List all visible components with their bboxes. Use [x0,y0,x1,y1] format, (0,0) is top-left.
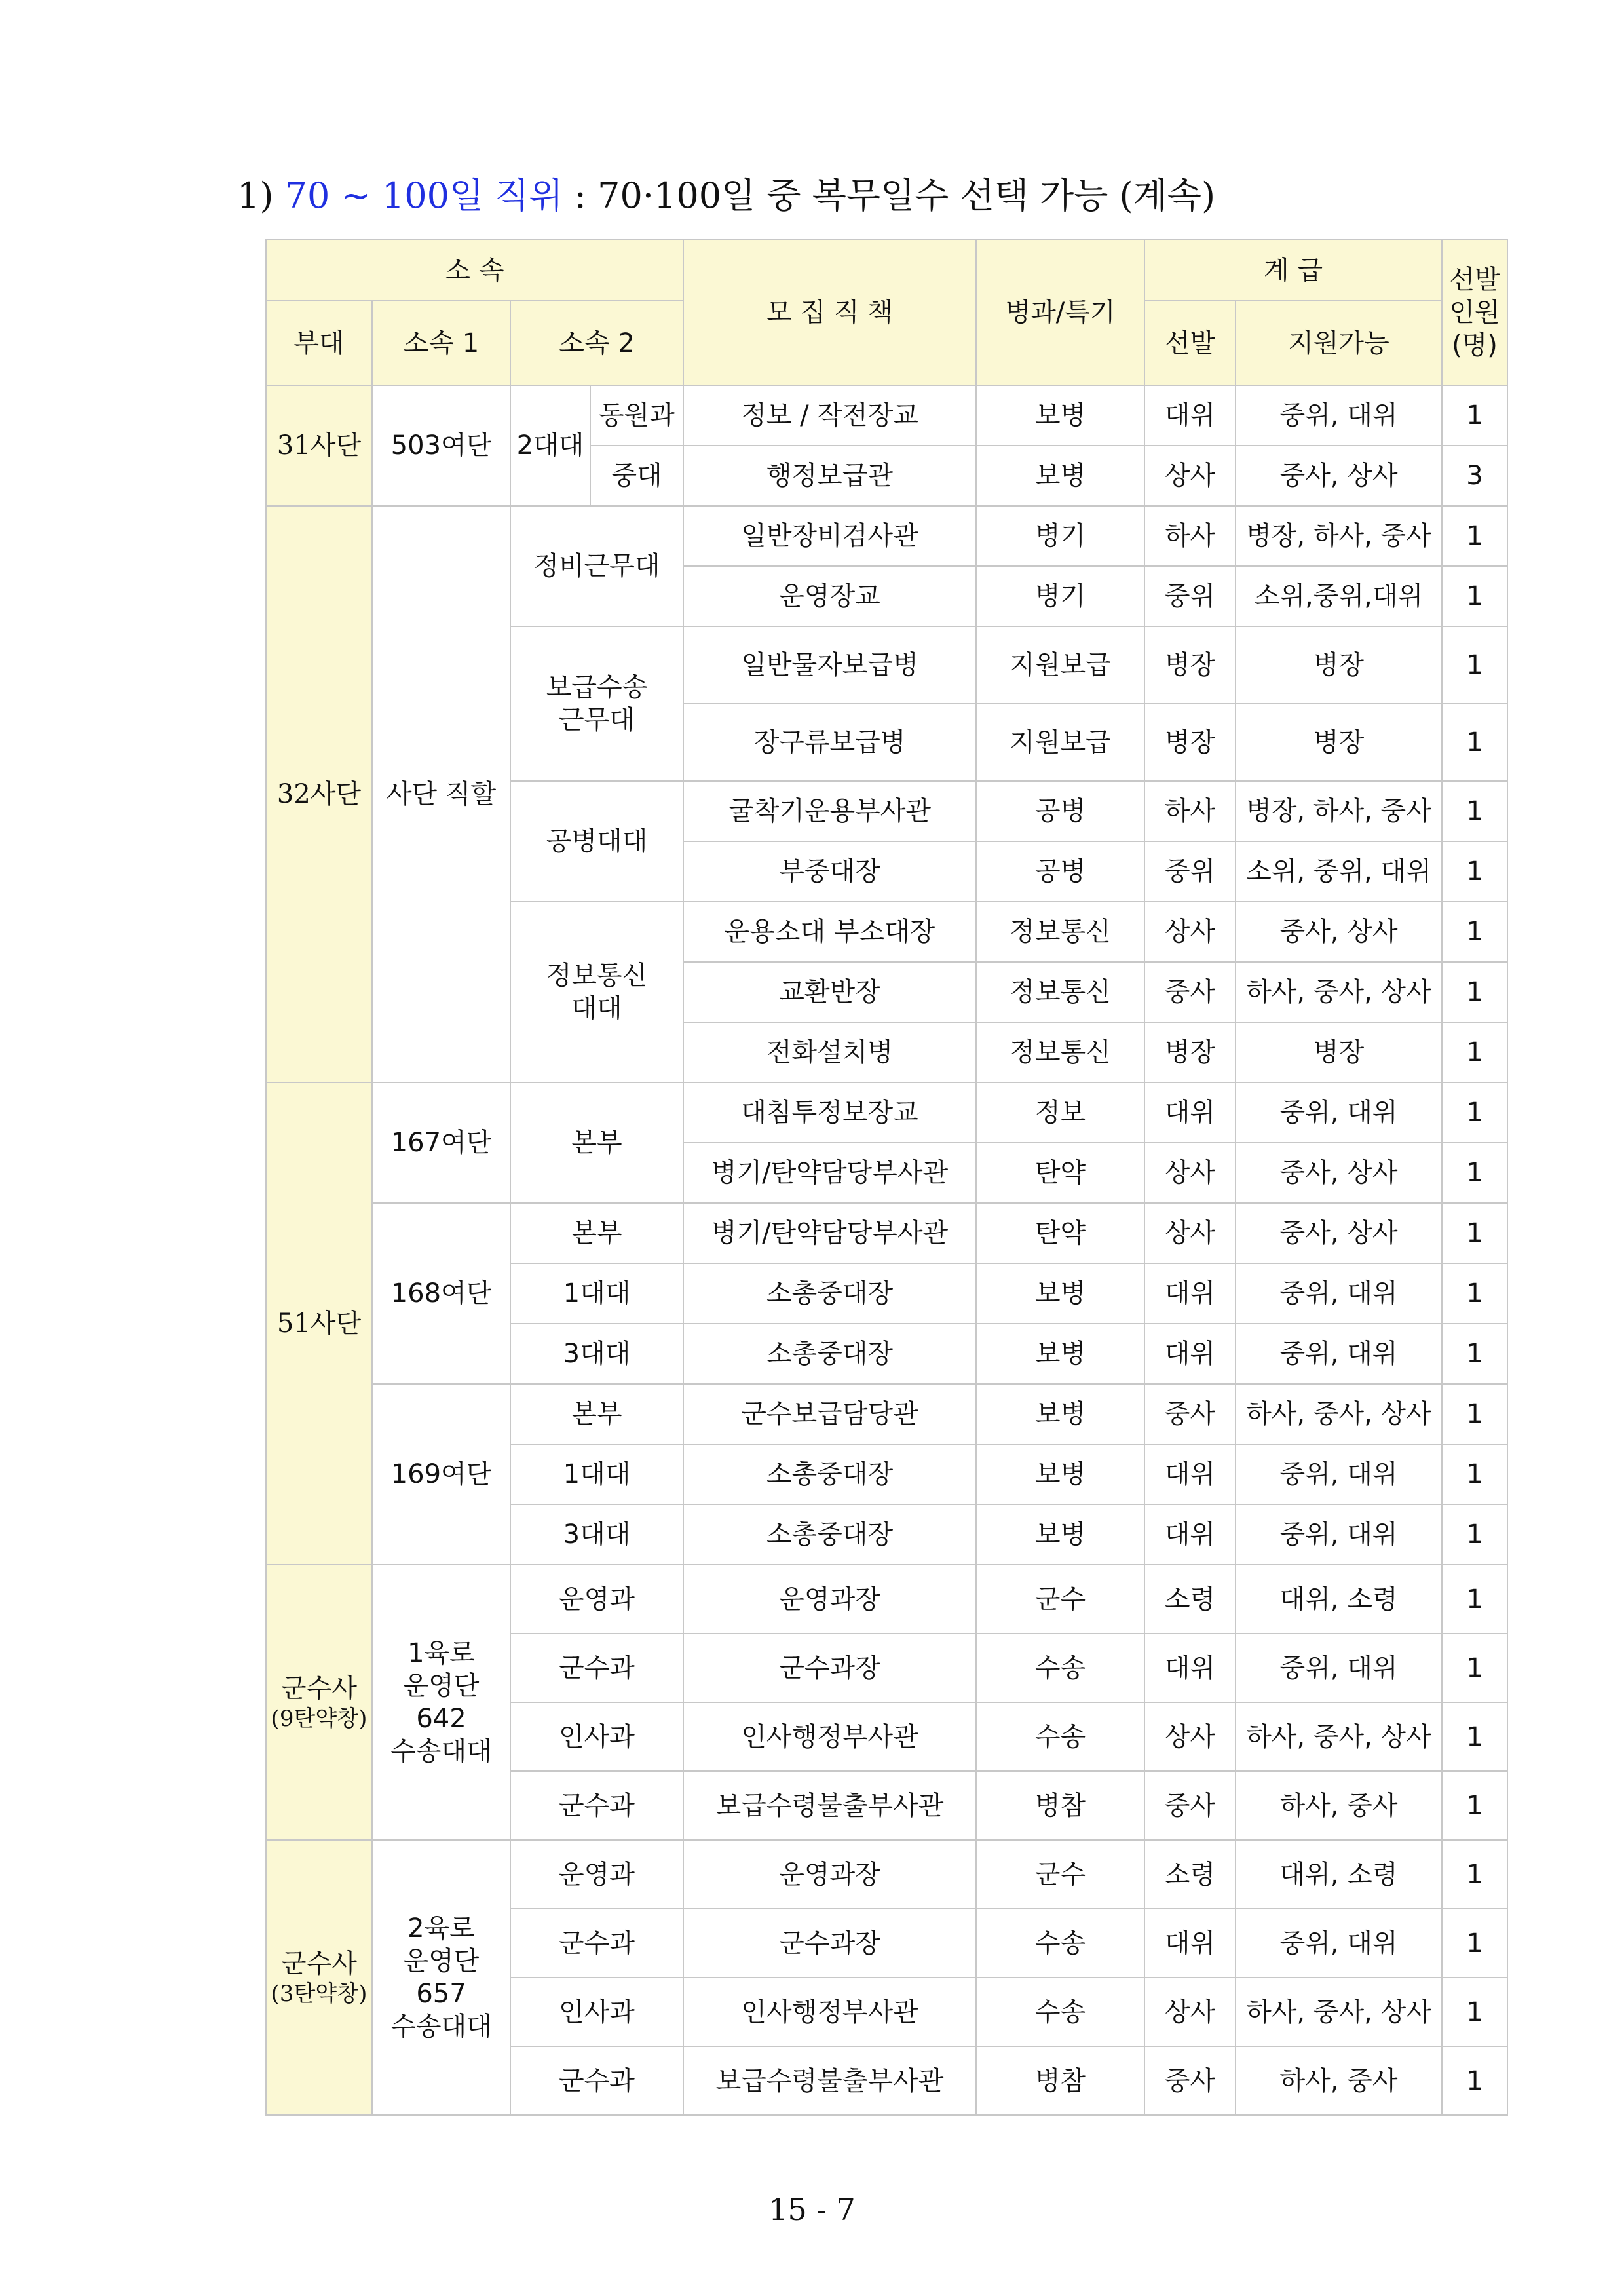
position-cell: 정보 / 작전장교 [683,385,976,446]
header-rank-eligible: 지원가능 [1236,301,1442,385]
count-cell: 1 [1442,385,1507,446]
eligible-cell: 중사, 상사 [1236,446,1442,506]
count-cell: 1 [1442,1504,1507,1565]
header-sub2: 소속 2 [510,301,683,385]
unit-cell: 32사단 [266,506,372,1082]
count-cell: 1 [1442,962,1507,1022]
unit-cell: 51사단 [266,1082,372,1565]
eligible-cell: 중위, 대위 [1236,1263,1442,1324]
sub1-cell: 168여단 [372,1203,510,1384]
sub2-cell: 1대대 [510,1444,683,1504]
branch-cell: 지원보급 [976,704,1144,781]
position-cell: 인사행정부사관 [683,1978,976,2046]
eligible-cell: 중위, 대위 [1236,1324,1442,1384]
rank-cell: 대위 [1144,1324,1236,1384]
branch-cell: 보병 [976,1263,1144,1324]
branch-cell: 보병 [976,1384,1144,1444]
branch-cell: 지원보급 [976,626,1144,704]
rank-cell: 중위 [1144,566,1236,626]
count-cell: 1 [1442,1384,1507,1444]
count-cell: 1 [1442,1444,1507,1504]
branch-cell: 보병 [976,1324,1144,1384]
count-cell: 1 [1442,1909,1507,1978]
branch-cell: 군수 [976,1840,1144,1909]
table-row [266,385,1507,446]
count-cell: 1 [1442,2046,1507,2115]
sub2-cell: 군수과 [510,1909,683,1978]
rank-cell: 상사 [1144,1203,1236,1263]
position-cell: 장구류보급병 [683,704,976,781]
table-row [266,1840,1507,1909]
eligible-cell: 대위, 소령 [1236,1840,1442,1909]
position-cell: 행정보급관 [683,446,976,506]
count-cell: 1 [1442,1203,1507,1263]
rank-cell: 대위 [1144,1082,1236,1143]
unit-cell [266,1565,372,1840]
branch-cell: 군수 [976,1565,1144,1634]
eligible-cell: 하사, 중사, 상사 [1236,962,1442,1022]
count-cell: 3 [1442,446,1507,506]
branch-cell: 정보통신 [976,1022,1144,1082]
count-cell: 1 [1442,704,1507,781]
position-cell: 병기/탄약담당부사관 [683,1203,976,1263]
rank-cell: 중사 [1144,1384,1236,1444]
header-unit: 부대 [266,301,372,385]
count-cell: 1 [1442,1143,1507,1203]
eligible-cell: 병장 [1236,1022,1442,1082]
position-cell: 굴착기운용부사관 [683,781,976,841]
table-row [266,1082,1507,1143]
sub2-cell: 2대대 [510,385,590,506]
position-cell: 대침투정보장교 [683,1082,976,1143]
count-cell: 1 [1442,506,1507,566]
position-cell: 인사행정부사관 [683,1702,976,1771]
branch-cell: 정보 [976,1082,1144,1143]
branch-cell: 병기 [976,506,1144,566]
position-cell: 교환반장 [683,962,976,1022]
branch-cell: 병기 [976,566,1144,626]
position-cell: 보급수령불출부사관 [683,1771,976,1840]
unit-subname: (3탄약창) [271,1980,368,2007]
position-cell: 소총중대장 [683,1324,976,1384]
eligible-cell: 중사, 상사 [1236,902,1442,962]
branch-cell: 공병 [976,841,1144,902]
header-rank: 계 급 [1144,240,1442,301]
page-number: 15 - 7 [768,2192,856,2227]
rank-cell: 하사 [1144,506,1236,566]
sub1-cell: 사단 직할 [372,506,510,1082]
sub1-cell: 503여단 [372,385,510,506]
branch-cell: 정보통신 [976,962,1144,1022]
rank-cell: 대위 [1144,1909,1236,1978]
eligible-cell: 대위, 소령 [1236,1565,1442,1634]
branch-cell: 병참 [976,1771,1144,1840]
sub2-cell: 1대대 [510,1263,683,1324]
rank-cell: 상사 [1144,446,1236,506]
eligible-cell: 병장 [1236,704,1442,781]
rank-cell: 중사 [1144,1771,1236,1840]
header-position: 모 집 직 책 [683,240,976,385]
sub3-cell: 중대 [590,446,683,506]
rank-cell: 상사 [1144,1143,1236,1203]
position-cell: 소총중대장 [683,1444,976,1504]
branch-cell: 보병 [976,385,1144,446]
sub2-cell: 본부 [510,1384,683,1444]
position-cell: 소총중대장 [683,1504,976,1565]
unit-cell: 31사단 [266,385,372,506]
eligible-cell: 병장, 하사, 중사 [1236,781,1442,841]
count-cell: 1 [1442,1324,1507,1384]
sub2-cell: 군수과 [510,2046,683,2115]
rank-cell: 병장 [1144,626,1236,704]
sub2-cell: 군수과 [510,1634,683,1702]
count-cell: 1 [1442,841,1507,902]
sub1-cell: 167여단 [372,1082,510,1203]
sub2-cell: 본부 [510,1203,683,1263]
unit-cell [266,1840,372,2115]
eligible-cell: 중위, 대위 [1236,1634,1442,1702]
sub3-cell: 동원과 [590,385,683,446]
position-cell: 병기/탄약담당부사관 [683,1143,976,1203]
position-cell: 군수보급담당관 [683,1384,976,1444]
count-cell: 1 [1442,1634,1507,1702]
table-row [266,1565,1507,1634]
position-cell: 운용소대 부소대장 [683,902,976,962]
count-cell: 1 [1442,566,1507,626]
sub1-cell: 1육로 운영단 642 수송대대 [372,1565,510,1840]
rank-cell: 상사 [1144,1978,1236,2046]
eligible-cell: 중위, 대위 [1236,1082,1442,1143]
eligible-cell: 중사, 상사 [1236,1203,1442,1263]
unit-name: 군수사 [281,1948,357,1979]
position-cell: 소총중대장 [683,1263,976,1324]
eligible-cell: 중위, 대위 [1236,1504,1442,1565]
position-cell: 군수과장 [683,1634,976,1702]
position-cell: 일반장비검사관 [683,506,976,566]
header-branch: 병과/특기 [976,240,1144,385]
recruitment-table [265,239,1508,2116]
unit-name: 군수사 [281,1673,357,1704]
header-sub1: 소속 1 [372,301,510,385]
rank-cell: 하사 [1144,781,1236,841]
count-cell: 1 [1442,1565,1507,1634]
position-cell: 운영과장 [683,1565,976,1634]
eligible-cell: 하사, 중사, 상사 [1236,1384,1442,1444]
sub2-cell: 운영과 [510,1840,683,1909]
count-cell: 1 [1442,1263,1507,1324]
position-cell: 보급수령불출부사관 [683,2046,976,2115]
eligible-cell: 병장 [1236,626,1442,704]
eligible-cell: 소위, 중위, 대위 [1236,841,1442,902]
branch-cell: 병참 [976,2046,1144,2115]
count-cell: 1 [1442,1978,1507,2046]
position-cell: 일반물자보급병 [683,626,976,704]
count-cell: 1 [1442,902,1507,962]
eligible-cell: 소위,중위,대위 [1236,566,1442,626]
heading-rest: : 70·100일 중 복무일수 선택 가능 (계속) [563,175,1216,216]
branch-cell: 수송 [976,1909,1144,1978]
count-cell: 1 [1442,1840,1507,1909]
branch-cell: 공병 [976,781,1144,841]
sub2-cell: 정비근무대 [510,506,683,626]
eligible-cell: 병장, 하사, 중사 [1236,506,1442,566]
position-cell: 운영과장 [683,1840,976,1909]
eligible-cell: 하사, 중사 [1236,2046,1442,2115]
branch-cell: 보병 [976,446,1144,506]
table-row [266,506,1507,566]
branch-cell: 보병 [976,1444,1144,1504]
table-row [266,1384,1507,1444]
rank-cell: 대위 [1144,385,1236,446]
sub2-cell: 인사과 [510,1702,683,1771]
branch-cell: 수송 [976,1702,1144,1771]
header-affiliation: 소 속 [266,240,683,301]
unit-subname: (9탄약창) [271,1705,368,1732]
count-cell: 1 [1442,1082,1507,1143]
eligible-cell: 하사, 중사, 상사 [1236,1978,1442,2046]
eligible-cell: 중위, 대위 [1236,385,1442,446]
rank-cell: 대위 [1144,1444,1236,1504]
eligible-cell: 하사, 중사, 상사 [1236,1702,1442,1771]
rank-cell: 대위 [1144,1263,1236,1324]
sub2-cell: 인사과 [510,1978,683,2046]
rank-cell: 소령 [1144,1565,1236,1634]
rank-cell: 대위 [1144,1634,1236,1702]
branch-cell: 정보통신 [976,902,1144,962]
eligible-cell: 중위, 대위 [1236,1444,1442,1504]
sub1-cell: 169여단 [372,1384,510,1565]
eligible-cell: 하사, 중사 [1236,1771,1442,1840]
count-cell: 1 [1442,781,1507,841]
position-cell: 운영장교 [683,566,976,626]
sub2-cell: 3대대 [510,1504,683,1565]
table-row [266,1203,1507,1263]
sub2-cell: 정보통신 대대 [510,902,683,1082]
count-cell: 1 [1442,1022,1507,1082]
header-rank-selection: 선발 [1144,301,1236,385]
position-cell: 전화설치병 [683,1022,976,1082]
rank-cell: 대위 [1144,1504,1236,1565]
rank-cell: 중사 [1144,2046,1236,2115]
position-cell: 부중대장 [683,841,976,902]
branch-cell: 탄약 [976,1203,1144,1263]
sub2-cell: 군수과 [510,1771,683,1840]
count-cell: 1 [1442,1771,1507,1840]
count-cell: 1 [1442,1702,1507,1771]
branch-cell: 수송 [976,1978,1144,2046]
heading-prefix: 1) [237,175,274,216]
rank-cell: 중사 [1144,962,1236,1022]
rank-cell: 병장 [1144,1022,1236,1082]
section-heading [237,168,1215,218]
position-cell: 군수과장 [683,1909,976,1978]
eligible-cell: 중사, 상사 [1236,1143,1442,1203]
rank-cell: 상사 [1144,902,1236,962]
rank-cell: 중위 [1144,841,1236,902]
rank-cell: 병장 [1144,704,1236,781]
branch-cell: 수송 [976,1634,1144,1702]
sub2-cell: 운영과 [510,1565,683,1634]
count-cell: 1 [1442,626,1507,704]
sub1-cell: 2육로 운영단 657 수송대대 [372,1840,510,2115]
rank-cell: 상사 [1144,1702,1236,1771]
heading-highlight: 70 ~ 100일 직위 [284,175,563,216]
rank-cell: 소령 [1144,1840,1236,1909]
branch-cell: 보병 [976,1504,1144,1565]
sub2-cell: 3대대 [510,1324,683,1384]
branch-cell: 탄약 [976,1143,1144,1203]
header-count: 선발 인원 (명) [1442,240,1507,385]
sub2-cell: 공병대대 [510,781,683,902]
eligible-cell: 중위, 대위 [1236,1909,1442,1978]
sub2-cell: 보급수송 근무대 [510,626,683,781]
sub2-cell: 본부 [510,1082,683,1203]
